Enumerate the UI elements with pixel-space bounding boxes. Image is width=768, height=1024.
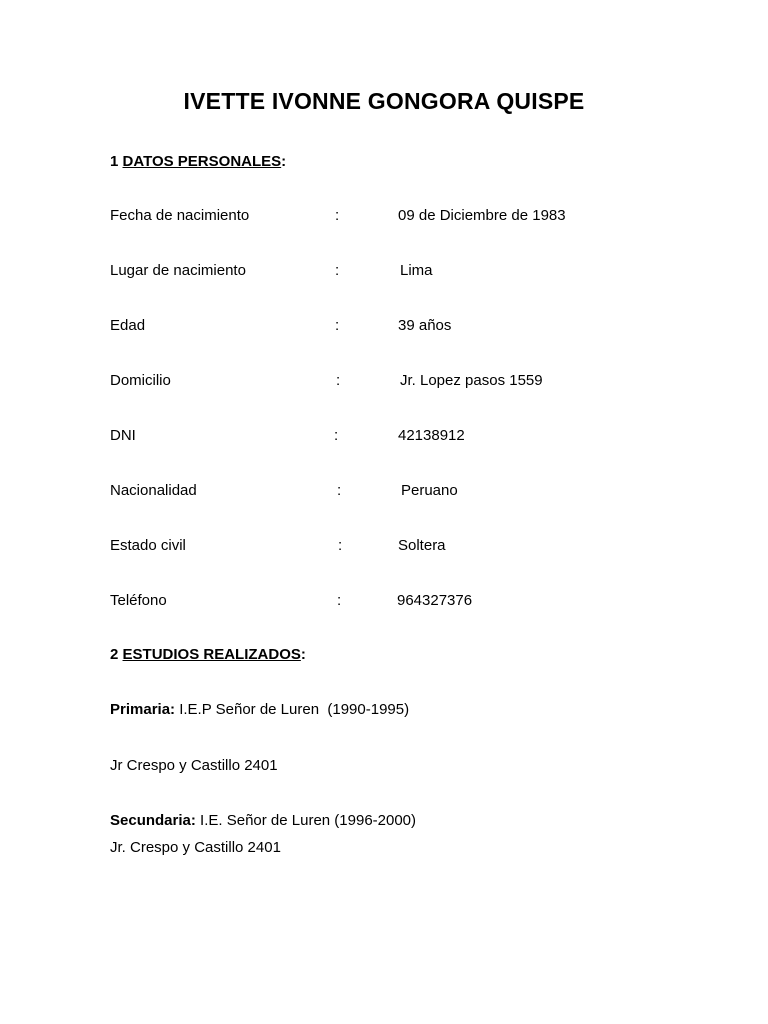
field-value-marital-status: Soltera [398,537,446,554]
study-secondary-label: Secundaria: [110,812,196,829]
field-separator: : [338,537,343,554]
field-separator: : [336,372,341,389]
field-label-birthdate: Fecha de nacimiento [110,207,250,224]
section-heading-studies [110,646,306,664]
section-heading-personal [110,153,286,171]
study-primary-label: Primaria: [110,701,176,718]
field-label-age: Edad [110,317,146,334]
section-number: 2 [110,646,119,663]
field-label-nationality: Nacionalidad [110,482,197,499]
field-separator: : [337,482,342,499]
field-separator: : [335,207,340,224]
study-secondary-address: Jr. Crespo y Castillo 2401 [110,839,281,856]
study-secondary-text: I.E. Señor de Luren (1996-2000) [200,812,417,829]
section-suffix: : [300,646,306,663]
field-value-phone: 964327376 [397,592,473,609]
field-separator: : [335,262,340,279]
field-label-marital-status: Estado civil [110,537,186,554]
study-secondary [110,812,416,830]
section-title: DATOS PERSONALES [122,153,282,170]
field-value-age: 39 años [398,317,452,334]
field-label-address: Domicilio [110,372,171,389]
field-value-birthplace: Lima [400,262,433,279]
study-primary [110,701,409,719]
field-value-dni: 42138912 [398,427,465,444]
study-primary-address: Jr Crespo y Castillo 2401 [110,757,278,774]
field-value-birthdate: 09 de Diciembre de 1983 [398,207,566,224]
field-label-dni: DNI [110,427,136,444]
field-label-phone: Teléfono [110,592,167,609]
field-value-nationality: Peruano [401,482,458,499]
field-separator: : [335,317,340,334]
field-label-birthplace: Lugar de nacimiento [110,262,246,279]
section-number: 1 [110,153,119,170]
page-title: IVETTE IVONNE GONGORA QUISPE [183,88,585,114]
study-primary-text: I.E.P Señor de Luren (1990-1995) [179,701,410,718]
section-suffix: : [281,153,287,170]
section-title: ESTUDIOS REALIZADOS [122,646,301,663]
field-value-address: Jr. Lopez pasos 1559 [400,372,543,389]
field-separator: : [337,592,342,609]
field-separator: : [334,427,339,444]
